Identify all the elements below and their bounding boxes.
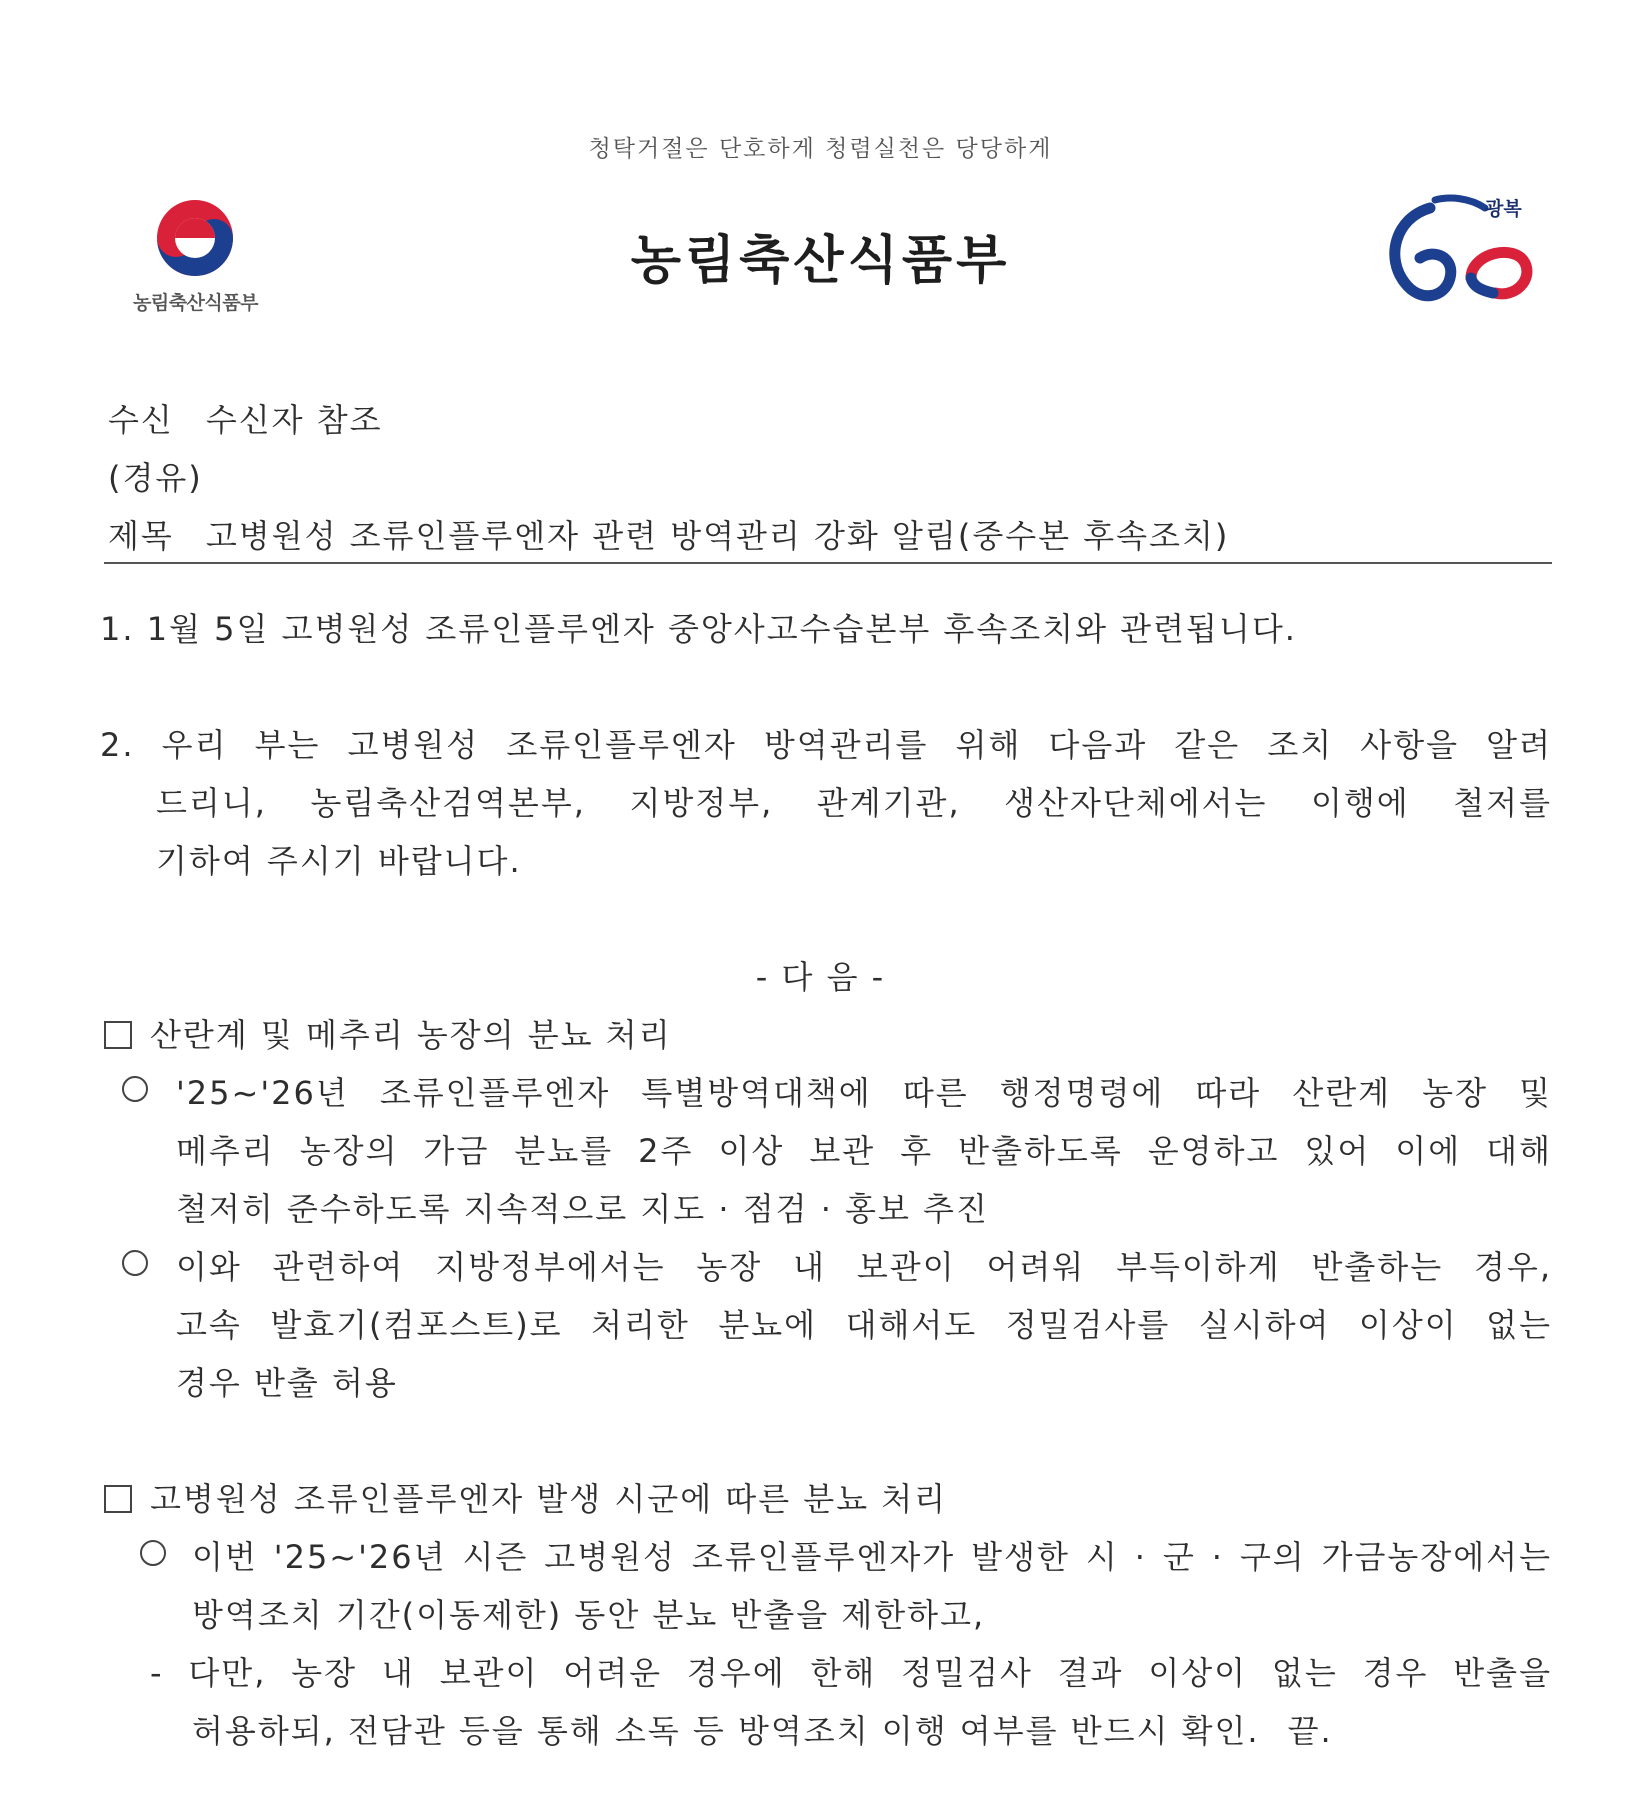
s2-dash-1-line-1: - 다만, 농장 내 보관이 어려운 경우에 한해 정밀검사 결과 이상이 없는 경우 반출을 <box>150 1654 1552 1690</box>
slogan: 청탁거절은 단호하게 청렴실천은 당당하게 <box>588 136 1053 162</box>
s1-bullet-2-line-3: 경우 반출 허용 <box>176 1364 398 1402</box>
paragraph-1: 1. 1월 5일 고병원성 조류인플루엔자 중앙사고수습본부 후속조치와 관련됩니다. <box>100 610 1297 648</box>
checkbox-square-icon <box>104 1485 132 1513</box>
bullet-circle-icon <box>122 1250 148 1276</box>
recipient-label: 수신 <box>108 401 174 439</box>
bullet-circle-icon <box>122 1076 148 1102</box>
s2-bullet-1-line-1: 이번 '25~'26년 시즌 고병원성 조류인플루엔자가 발생한 시 · 군 · 구의 가금농장에서는 <box>192 1538 1552 1574</box>
via-row: (경유) <box>108 459 203 497</box>
s1-bullet-1-line-2: 메추리 농장의 가금 분뇨를 2주 이상 보관 후 반출하도록 운영하고 있어 이에 대해 <box>176 1132 1552 1168</box>
s2-dash-1-line-2 <box>192 1706 1333 1752</box>
section-heading: - 다 음 - <box>755 958 886 996</box>
liberation-80-icon <box>1375 188 1555 318</box>
paragraph-2-line-2: 드리니, 농림축산검역본부, 지방정부, 관계기관, 생산자단체에서는 이행에 철저를 <box>156 784 1552 820</box>
s2-dash-1-line-2-text: 허용하되, 전담관 등을 통해 소독 등 방역조치 이행 여부를 반드시 확인. <box>192 1712 1260 1750</box>
subject-label: 제목 <box>108 517 174 555</box>
liberation-80-emblem <box>1375 188 1555 318</box>
section-2-title <box>104 1474 947 1520</box>
page-title: 농림축산식품부 <box>630 231 1011 291</box>
checkbox-square-icon <box>104 1021 132 1049</box>
subject-row <box>108 511 1229 557</box>
bullet-circle-icon <box>140 1540 166 1566</box>
logo-caption: 농림축산식품부 <box>133 292 258 314</box>
liberation-tag: 광복 <box>1485 198 1522 220</box>
recipient-row <box>108 395 383 441</box>
section-1-title <box>104 1010 672 1056</box>
s2-bullet-1-line-2: 방역조치 기간(이동제한) 동안 분뇨 반출을 제한하고, <box>192 1596 986 1634</box>
subject-value: 고병원성 조류인플루엔자 관련 방역관리 강화 알림(중수본 후속조치) <box>205 517 1230 555</box>
section-2-title-text: 고병원성 조류인플루엔자 발생 시군에 따른 분뇨 처리 <box>150 1480 948 1518</box>
section-1-title-text: 산란계 및 메추리 농장의 분뇨 처리 <box>150 1016 672 1054</box>
s1-bullet-2-line-2: 고속 발효기(컴포스트)로 처리한 분뇨에 대해서도 정밀검사를 실시하여 이상이 없는 <box>176 1306 1552 1342</box>
s1-bullet-1-line-3: 철저히 준수하도록 지속적으로 지도 · 점검 · 홍보 추진 <box>176 1190 989 1228</box>
paragraph-2-line-1: 2. 우리 부는 고병원성 조류인플루엔자 방역관리를 위해 다음과 같은 조치 사항을 알려 <box>100 726 1552 762</box>
end-mark: 끝. <box>1287 1712 1333 1750</box>
s1-bullet-2-line-1: 이와 관련하여 지방정부에서는 농장 내 보관이 어려워 부득이하게 반출하는 경우, <box>176 1248 1552 1284</box>
header-divider <box>104 562 1552 564</box>
recipient-value: 수신자 참조 <box>205 401 383 439</box>
s1-bullet-1-line-1: '25~'26년 조류인플루엔자 특별방역대책에 따른 행정명령에 따라 산란계 농장 및 <box>176 1074 1552 1110</box>
paragraph-2-line-3: 기하여 주시기 바랍니다. <box>156 842 522 880</box>
